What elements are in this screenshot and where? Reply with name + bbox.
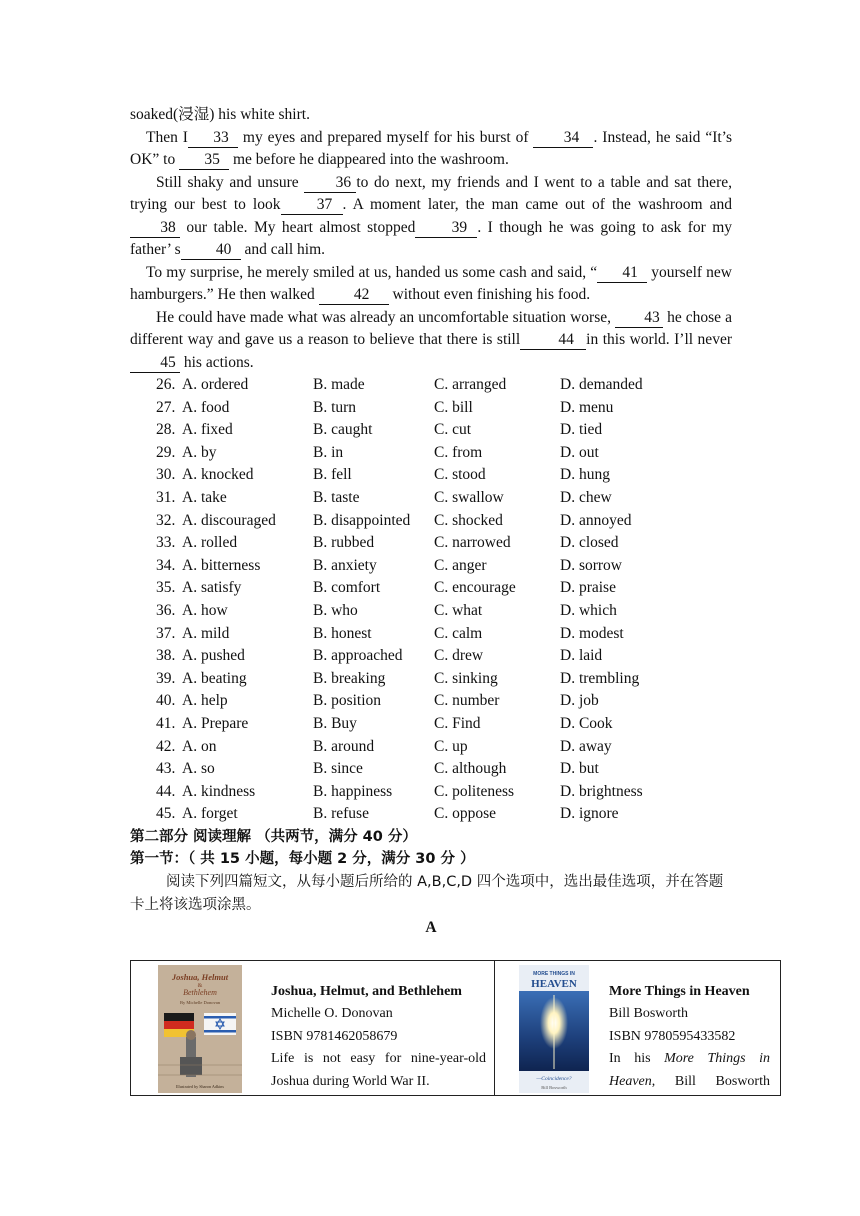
option-row (130, 736, 732, 759)
option-row (130, 510, 732, 533)
option-d: D. which (560, 601, 617, 619)
book-cover-image (519, 965, 589, 1093)
option-b: B. refuse (313, 805, 369, 823)
book-cover-image (158, 965, 242, 1093)
paragraph-3: Still shaky and unsure 36 to do next, my friends and I went to a table and sat there, trying our best to look 37 . A moment later, the man came out of the washroom and38 our table. My heart almost stopped 39 . I though he was going to ask for my father’ s 40 and call him. (130, 173, 733, 258)
option-d: D. sorrow (560, 556, 622, 574)
question-number: 31. (156, 488, 176, 506)
option-d: D. demanded (560, 376, 643, 393)
option-a: A. how (182, 601, 228, 619)
option-b: B. caught (313, 421, 373, 439)
option-a: A. forget (182, 805, 238, 823)
book-author: Michelle O. Donovan (271, 1006, 393, 1022)
option-b: B. who (313, 601, 358, 619)
option-b: B. comfort (313, 579, 381, 597)
books-table (130, 960, 781, 1096)
option-d: D. trembling (560, 669, 640, 687)
option-d: D. laid (560, 647, 603, 665)
book-isbn: ISBN 9780595433582 (609, 1028, 736, 1044)
option-a: A. rolled (182, 534, 238, 552)
question-number: 26. (156, 376, 176, 393)
option-a: A. bitterness (182, 556, 261, 574)
book-title: More Things in Heaven (609, 984, 750, 999)
option-c: C. arranged (434, 376, 507, 393)
blank-41: 41 (597, 264, 647, 283)
option-a: A. so (182, 760, 215, 778)
blank-42: 42 (319, 286, 389, 305)
question-number: 44. (156, 782, 176, 800)
option-b: B. fell (313, 466, 352, 484)
book-info-1 (271, 981, 486, 1093)
option-c: C. politeness (434, 782, 515, 800)
option-a: A. discouraged (182, 511, 276, 529)
question-number: 28. (156, 421, 176, 439)
instructions: 阅读下列四篇短文，从每小题后所给的 A,B,C,D 四个选项中，选出最佳选项，并在答题卡上将该选项涂黑。 (130, 874, 724, 913)
option-d: D. brightness (560, 782, 643, 800)
book-cell-1 (131, 961, 495, 1096)
svg-text:MORE THINGS IN: MORE THINGS IN (533, 971, 575, 977)
svg-text:Bill Bosworth: Bill Bosworth (541, 1085, 567, 1090)
option-b: B. turn (313, 398, 357, 416)
option-c: C. narrowed (434, 534, 511, 552)
option-c: C. number (434, 692, 500, 710)
option-row (130, 690, 732, 713)
option-a: A. kindness (182, 782, 256, 800)
part-two-heading: 第二部分 阅读理解 （共两节，满分 40 分） (130, 828, 417, 845)
blank-39: 39 (415, 219, 477, 238)
svg-text:Illustrated by Sharon Adkins: Illustrated by Sharon Adkins (175, 1084, 225, 1089)
svg-text:By Michelle Donovan: By Michelle Donovan (180, 1000, 220, 1005)
paragraph-2: Then I 33 my eyes and prepared myself for his burst of 34 . Instead, he said “It’s OK” to 35 me before he diappeared into the washroom. (130, 128, 733, 168)
option-c: C. oppose (434, 805, 496, 823)
paragraph-5: He could have made what was already an uncomfortable situation worse, 43 he chose a different way and gave us a reason to believe that there is still 44 in this world. I’ll never45 his actions. (130, 308, 732, 371)
option-a: A. by (182, 443, 217, 461)
svg-text:—Coincidence?: —Coincidence? (536, 1076, 572, 1082)
option-c: C. up (434, 737, 468, 755)
option-a: A. beating (182, 669, 247, 687)
option-a: A. mild (182, 624, 230, 642)
option-d: D. ignore (560, 805, 619, 823)
question-number: 37. (156, 624, 176, 642)
blank-43: 43 (615, 309, 663, 328)
option-b: B. Buy (313, 714, 357, 732)
option-d: D. praise (560, 579, 616, 597)
option-a: A. Prepare (182, 714, 249, 732)
book-author: Bill Bosworth (609, 1006, 688, 1022)
option-d: D. menu (560, 398, 614, 416)
option-row (130, 781, 732, 804)
option-d: D. Cook (560, 714, 613, 732)
blank-44: 44 (520, 331, 586, 350)
option-a: A. ordered (182, 376, 249, 393)
section-one-heading: 第一节：（ 共 15 小题，每小题 2 分，满分 30 分 ） (130, 851, 475, 868)
question-number: 39. (156, 669, 176, 687)
paragraph-4: To my surprise, he merely smiled at us, handed us some cash and said, “ 41 yourself new hamburgers.” He then walked 42 without even finishing his food. (130, 263, 732, 303)
question-number: 30. (156, 466, 176, 484)
option-d: D. out (560, 443, 599, 461)
question-number: 34. (156, 556, 176, 574)
option-b: B. position (313, 692, 382, 710)
option-c: C. Find (434, 714, 481, 732)
option-c: C. drew (434, 647, 484, 665)
option-row (130, 623, 732, 646)
passage-letter: A (425, 919, 437, 937)
blank-36: 36 (304, 174, 356, 193)
paragraph-1: soaked(浸湿) his white shirt. (130, 106, 310, 123)
option-row (130, 464, 732, 487)
option-c: C. swallow (434, 488, 504, 506)
option-c: C. shocked (434, 511, 503, 529)
option-row (130, 532, 732, 555)
option-row (130, 555, 732, 578)
option-row (130, 577, 732, 600)
svg-text:Bethlehem: Bethlehem (183, 988, 217, 997)
question-number: 33. (156, 534, 176, 552)
blank-33: 33 (188, 129, 238, 148)
blank-38: 38 (130, 219, 180, 238)
option-b: B. breaking (313, 669, 386, 687)
book-cell-2 (495, 961, 781, 1096)
question-number: 40. (156, 692, 176, 710)
question-number: 41. (156, 714, 176, 732)
option-row (130, 645, 732, 668)
option-a: A. satisfy (182, 579, 242, 597)
option-a: A. pushed (182, 647, 245, 665)
option-b: B. disappointed (313, 511, 411, 529)
exam-page (130, 104, 732, 938)
option-c: C. stood (434, 466, 486, 484)
option-d: D. hung (560, 466, 610, 484)
book-isbn: ISBN 9781462058679 (271, 1028, 398, 1044)
blank-37: 37 (281, 196, 343, 215)
option-a: A. fixed (182, 421, 233, 439)
option-row (130, 397, 732, 420)
option-c: C. anger (434, 556, 487, 574)
book-desc-line1: Life is not easy for nine-year-old (271, 1051, 486, 1067)
option-row (130, 600, 732, 623)
option-row (130, 419, 732, 442)
option-c: C. from (434, 443, 483, 461)
option-d: D. job (560, 692, 599, 710)
option-b: B. around (313, 737, 375, 755)
option-d: D. closed (560, 534, 619, 552)
question-number: 35. (156, 579, 176, 597)
option-c: C. encourage (434, 579, 516, 597)
option-row (130, 442, 732, 465)
option-a: A. take (182, 488, 227, 506)
blank-34: 34 (533, 129, 593, 148)
option-a: A. food (182, 398, 230, 416)
book-desc-line2: Joshua during World War II. (271, 1073, 430, 1089)
option-d: D. modest (560, 624, 624, 642)
question-number: 45. (156, 805, 176, 823)
option-d: D. away (560, 737, 612, 755)
question-number: 36. (156, 601, 176, 619)
option-d: D. tied (560, 421, 603, 439)
option-a: A. help (182, 692, 228, 710)
option-b: B. anxiety (313, 556, 377, 574)
option-d: D. annoyed (560, 511, 632, 529)
option-row (130, 803, 732, 826)
options-list (130, 374, 732, 826)
option-row (130, 758, 732, 781)
option-b: B. in (313, 443, 344, 461)
option-c: C. bill (434, 398, 473, 416)
book-desc-line1: In his More Things in Heaven, Bill Bosworth (609, 1051, 770, 1089)
svg-text:&: & (197, 983, 203, 989)
question-number: 42. (156, 737, 176, 755)
blank-40: 40 (181, 241, 241, 260)
question-number: 43. (156, 760, 176, 778)
option-c: C. sinking (434, 669, 498, 687)
option-c: C. cut (434, 421, 472, 439)
option-a: A. knocked (182, 466, 254, 484)
svg-text:HEAVEN: HEAVEN (531, 978, 577, 990)
option-b: B. happiness (313, 782, 393, 800)
option-a: A. on (182, 737, 217, 755)
option-row (130, 374, 732, 397)
option-row (130, 713, 732, 736)
book-title: Joshua, Helmut, and Bethlehem (271, 984, 462, 999)
question-number: 27. (156, 398, 176, 416)
question-number: 38. (156, 647, 176, 665)
question-number: 32. (156, 511, 176, 529)
option-b: B. taste (313, 488, 360, 506)
blank-35: 35 (179, 151, 229, 170)
option-row (130, 487, 732, 510)
option-b: B. made (313, 376, 365, 393)
question-number: 29. (156, 443, 176, 461)
option-c: C. what (434, 601, 483, 619)
option-d: D. chew (560, 488, 612, 506)
option-c: C. calm (434, 624, 483, 642)
israel-flag-icon (204, 1013, 236, 1035)
option-c: C. although (434, 760, 507, 778)
book-info-2 (609, 981, 770, 1093)
option-d: D. but (560, 760, 599, 778)
option-b: B. honest (313, 624, 372, 642)
option-b: B. rubbed (313, 534, 375, 552)
option-b: B. since (313, 760, 363, 778)
option-b: B. approached (313, 647, 403, 665)
svg-text:Joshua, Helmut: Joshua, Helmut (171, 972, 229, 982)
blank-45: 45 (130, 354, 180, 373)
option-row (130, 668, 732, 691)
